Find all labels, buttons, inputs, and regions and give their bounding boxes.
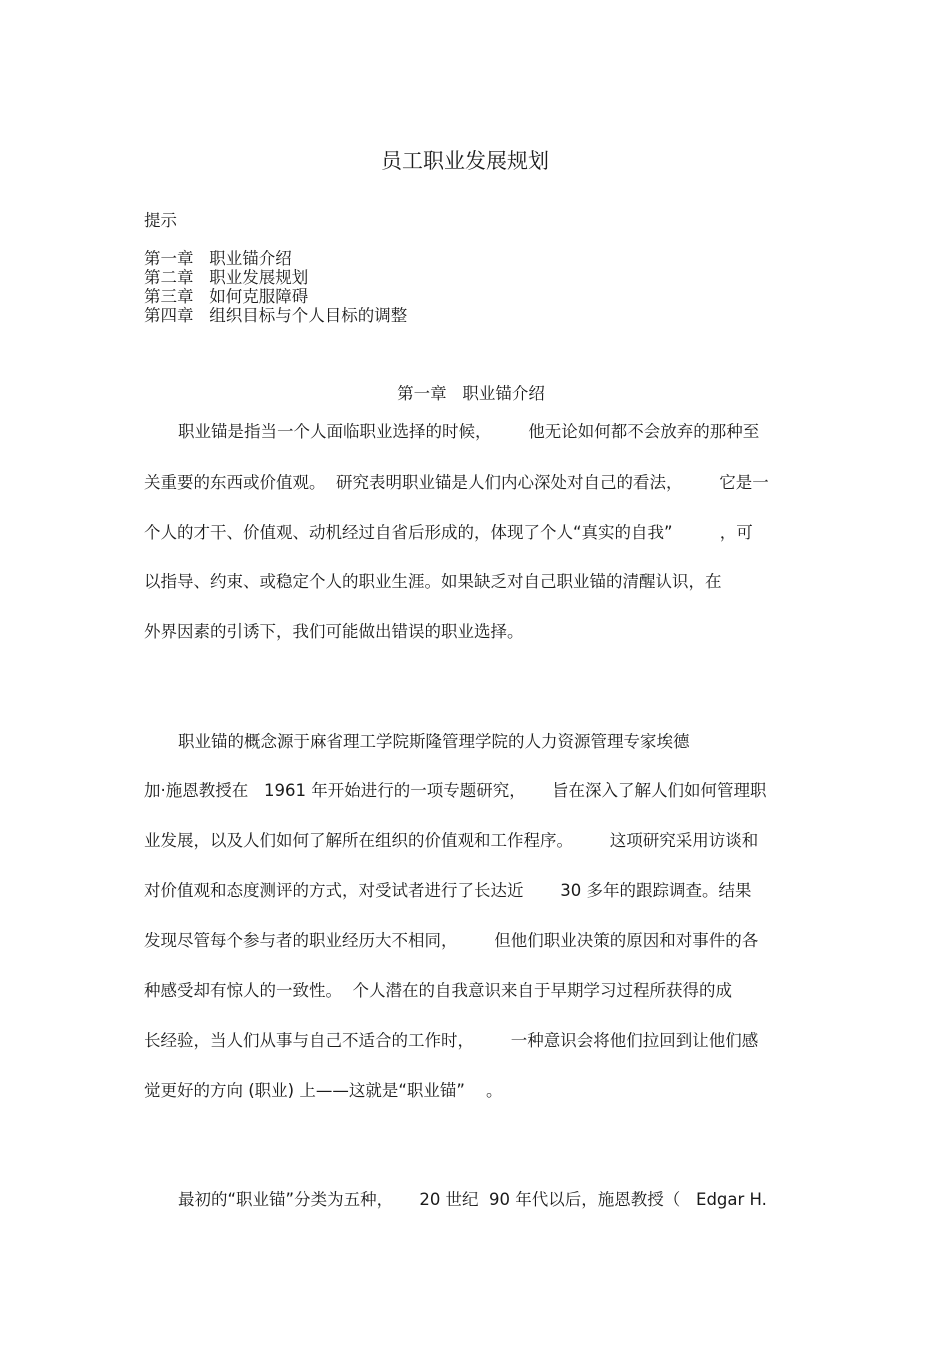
- paragraph-line: 加·施恩教授在 1961 年开始进行的一项专题研究， 旨在深入了解人们如何管理职: [144, 781, 767, 800]
- paragraph-line: 外界因素的引诱下，我们可能做出错误的职业选择。: [144, 622, 524, 641]
- paragraph-line: 职业锚是指当一个人面临职业选择的时候， 他无论如何都不会放弃的那种至: [178, 422, 760, 441]
- paragraph-line: 业发展，以及人们如何了解所在组织的价值观和工作程序。 这项研究采用访谈和: [144, 831, 759, 850]
- paragraph-line: 个人的才干、价值观、动机经过自省后形成的，体现了个人“真实的自我” ，可: [144, 523, 753, 542]
- paragraph-line: 关重要的东西或价值观。 研究表明职业锚是人们内心深处对自己的看法， 它是一: [144, 473, 769, 492]
- paragraph-line: 觉更好的方向 (职业) 上——这就是“职业锚” 。: [144, 1081, 503, 1100]
- paragraph-line: 长经验，当人们从事与自己不适合的工作时， 一种意识会将他们拉回到让他们感: [144, 1031, 759, 1050]
- chapter-heading: 第一章 职业锚介绍: [397, 384, 545, 403]
- paragraph-line: 最初的“职业锚”分类为五种， 20 世纪 90 年代以后，施恩教授（ Edgar H.: [178, 1190, 767, 1209]
- toc-item-chapter-2: 第二章 职业发展规划: [144, 268, 309, 287]
- document-title: 员工职业发展规划: [381, 149, 549, 173]
- paragraph-line: 对价值观和态度测评的方式，对受试者进行了长达近 30 多年的跟踪调查。结果: [144, 881, 752, 900]
- paragraph-line: 发现尽管每个参与者的职业经历大不相同， 但他们职业决策的原因和对事件的各: [144, 931, 759, 950]
- toc-heading: 提示: [144, 211, 177, 230]
- paragraph-line: 以指导、约束、或稳定个人的职业生涯。如果缺乏对自己职业锚的清醒认识，在: [144, 572, 722, 591]
- paragraph-line: 种感受却有惊人的一致性。 个人潜在的自我意识来自于早期学习过程所获得的成: [144, 981, 732, 1000]
- toc-item-chapter-3: 第三章 如何克服障碍: [144, 287, 309, 306]
- toc-item-chapter-1: 第一章 职业锚介绍: [144, 249, 292, 268]
- toc-item-chapter-4: 第四章 组织目标与个人目标的调整: [144, 306, 408, 325]
- paragraph-line: 职业锚的概念源于麻省理工学院斯隆管理学院的人力资源管理专家埃德: [178, 732, 690, 751]
